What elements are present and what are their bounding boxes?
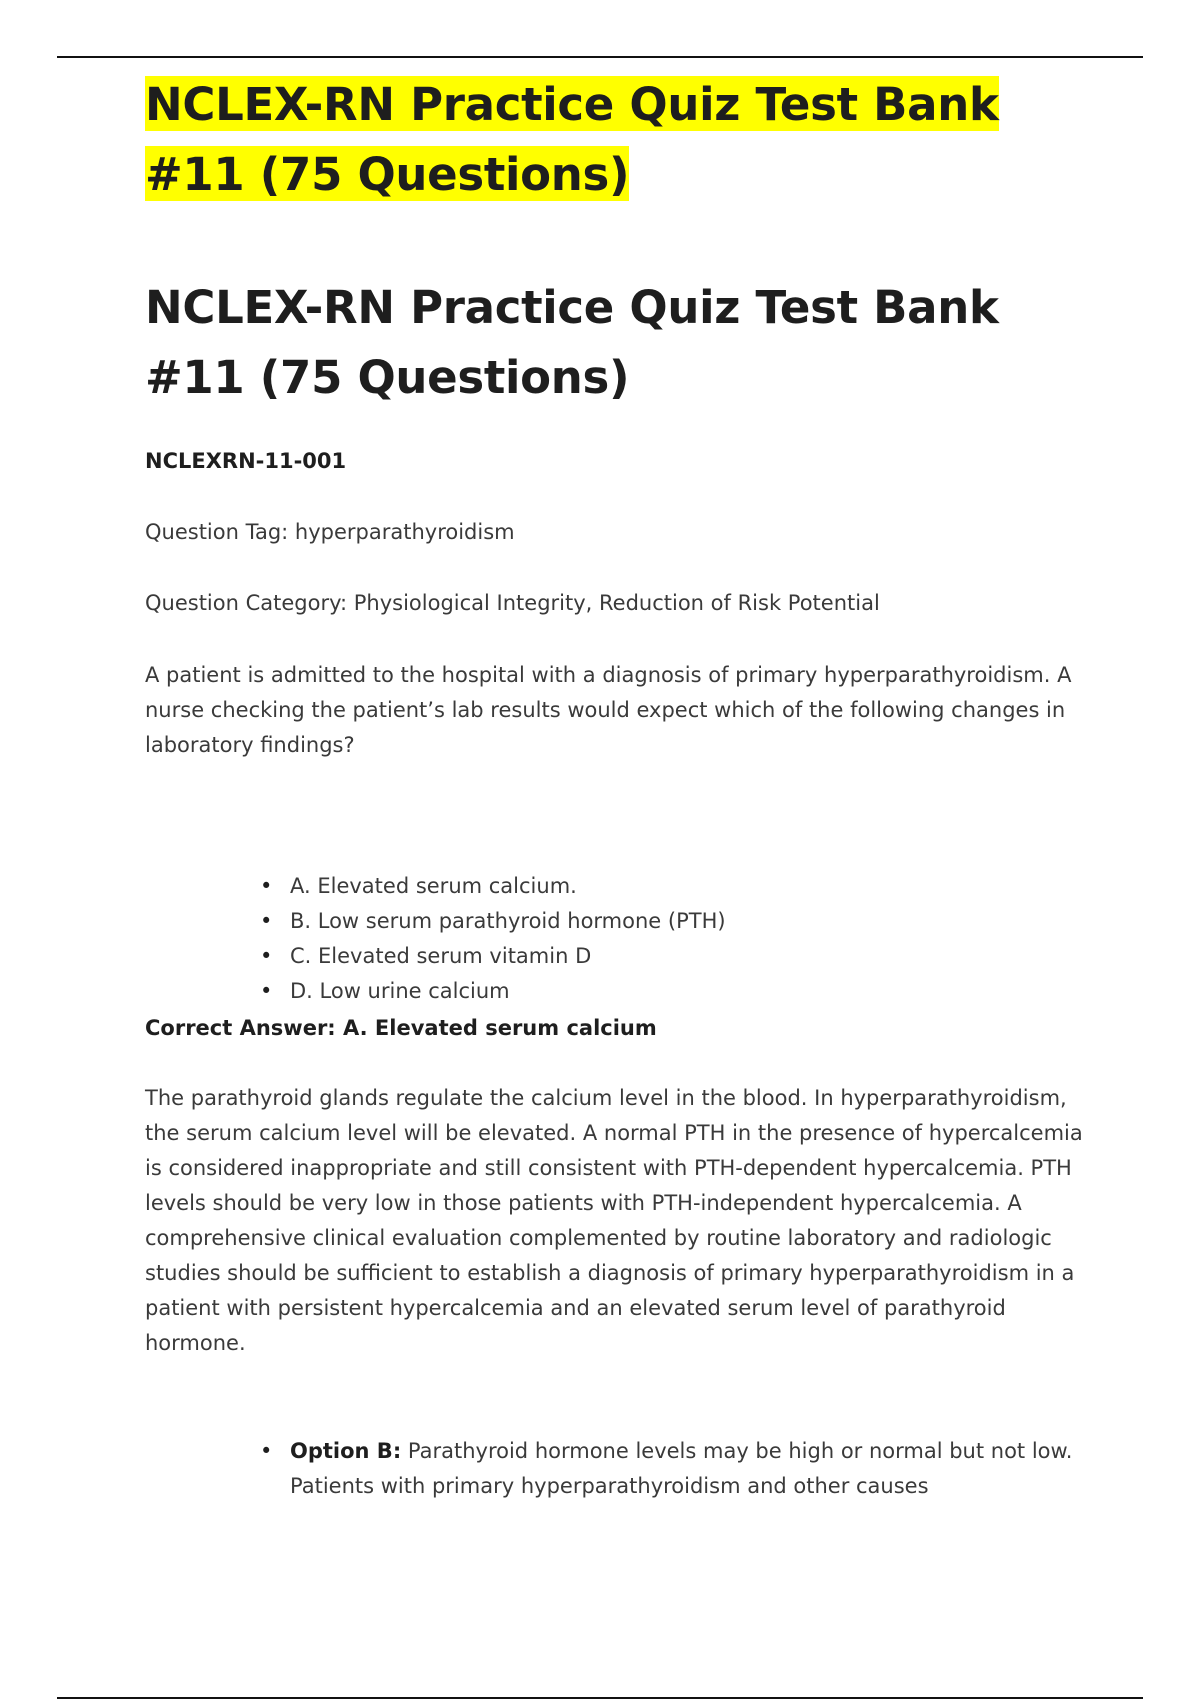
rationale-paragraph: The parathyroid glands regulate the calcium level in the blood. In hyperparathyroidism, the serum calcium level will be elevated. A normal PTH in the presence of hypercalcemia is considered inappropriate and still consistent with PTH-dependent hypercalcemia. PTH levels should be very low in those patients with PTH-independent hypercalcemia. A comprehensive clinical evaluation complemented by routine laboratory and radiologic studies should be sufficient to establish a diagnosis of primary hyperparathyroidism in a patient with persistent hypercalcemia and an elevated serum level of parathyroid hormone.	[145, 1086, 1083, 1355]
question-tag: Question Tag: hyperparathyroidism	[145, 520, 515, 544]
answer-option-a: • A. Elevated serum calcium.	[290, 869, 1090, 904]
bottom-divider	[57, 1697, 1143, 1699]
option-rationale-text: Parathyroid hormone levels may be high or normal but not low. Patients with primary hyperparathyroidism and other causes	[290, 1439, 1073, 1498]
option-rationale-item	[290, 1434, 1100, 1504]
correct-answer: Correct Answer: A. Elevated serum calcium	[145, 1016, 657, 1040]
answer-option-c: • C. Elevated serum vitamin D	[290, 939, 1090, 974]
highlighted-title-text: NCLEX-RN Practice Quiz Test Bank #11 (75 Questions)	[145, 78, 999, 201]
option-rationale-list	[265, 1434, 1100, 1504]
page-title: NCLEX-RN Practice Quiz Test Bank #11 (75 Questions)	[145, 281, 999, 404]
top-divider	[57, 56, 1143, 58]
answer-option-d: • D. Low urine calcium	[290, 974, 1090, 1009]
answer-option-b: • B. Low serum parathyroid hormone (PTH)	[290, 904, 1090, 939]
question-id: NCLEXRN-11-001	[145, 449, 347, 473]
highlighted-title	[145, 70, 1095, 210]
option-rationale-label: Option B:	[290, 1439, 402, 1463]
answer-options-list	[265, 869, 1090, 1009]
question-stem: A patient is admitted to the hospital with a diagnosis of primary hyperparathyroidism. A nurse checking the patient’s lab results would expect which of the following changes in laboratory findings?	[145, 663, 1072, 757]
question-category: Question Category: Physiological Integrity, Reduction of Risk Potential	[145, 591, 880, 615]
document-body	[145, 70, 1095, 1498]
